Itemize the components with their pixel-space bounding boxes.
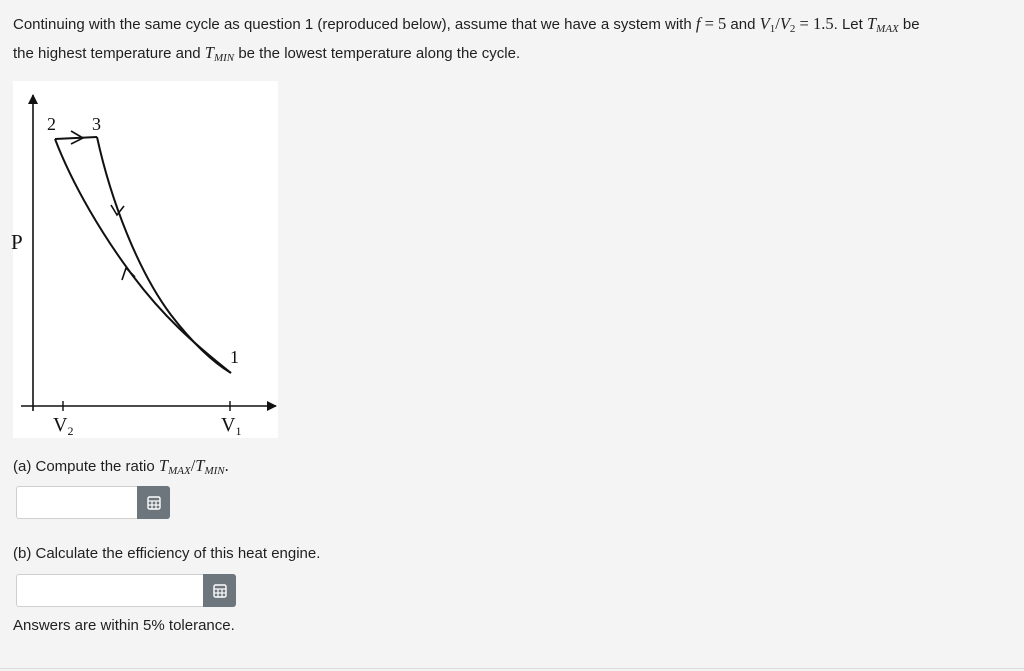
- part-a-label: (a) Compute the ratio $T_{MAX}/T_{MIN}$.: [13, 456, 229, 477]
- part-a-answer-box: [16, 486, 170, 519]
- f-variable: f = 5: [695, 14, 727, 33]
- pv-diagram: [13, 81, 278, 438]
- part-b-label: (b) Calculate the efficiency of this heat engine.: [13, 545, 321, 562]
- part-a-answer-input[interactable]: [17, 487, 137, 518]
- tolerance-note: Answers are within 5% tolerance.: [13, 617, 235, 634]
- calculator-icon: [147, 496, 161, 510]
- calculator-icon: [213, 584, 227, 598]
- tmin-symbol: $T_{MIN}$: [204, 43, 235, 64]
- point-1-label: 1: [230, 347, 239, 367]
- part-b-answer-box: [16, 574, 236, 607]
- p-axis-label: P: [11, 230, 23, 254]
- intro-text: Continuing with the same cycle as question 1 (reproduced below), assume that we have a system with: [13, 16, 696, 33]
- tmax-symbol: $T_{MAX}$: [866, 14, 899, 35]
- process-2-3: [55, 137, 97, 139]
- part-b-calculator-button[interactable]: [203, 574, 236, 607]
- process-1-2: [55, 139, 231, 373]
- v2-label: $V_2$: [53, 414, 74, 438]
- bottom-divider: [0, 668, 1024, 669]
- point-2-label: 2: [47, 114, 56, 134]
- question-text: Continuing with the same cycle as question 1 (reproduced below), assume that we have a system with f = 5 and $V_1/V_2 = 1.5$. Let $T_{MAX}$ be the highest temperature and $T_{MIN}$ be the lowest temperature along the cycle.: [13, 14, 920, 64]
- part-b-answer-input[interactable]: [17, 575, 203, 606]
- part-a-calculator-button[interactable]: [137, 486, 170, 519]
- point-3-label: 3: [92, 114, 101, 134]
- volume-ratio: $V_1/V_2 = 1.5$: [759, 14, 834, 35]
- v1-label: $V_1$: [221, 414, 242, 438]
- arrow-1-2: [122, 268, 135, 280]
- pv-diagram-svg: [13, 81, 278, 438]
